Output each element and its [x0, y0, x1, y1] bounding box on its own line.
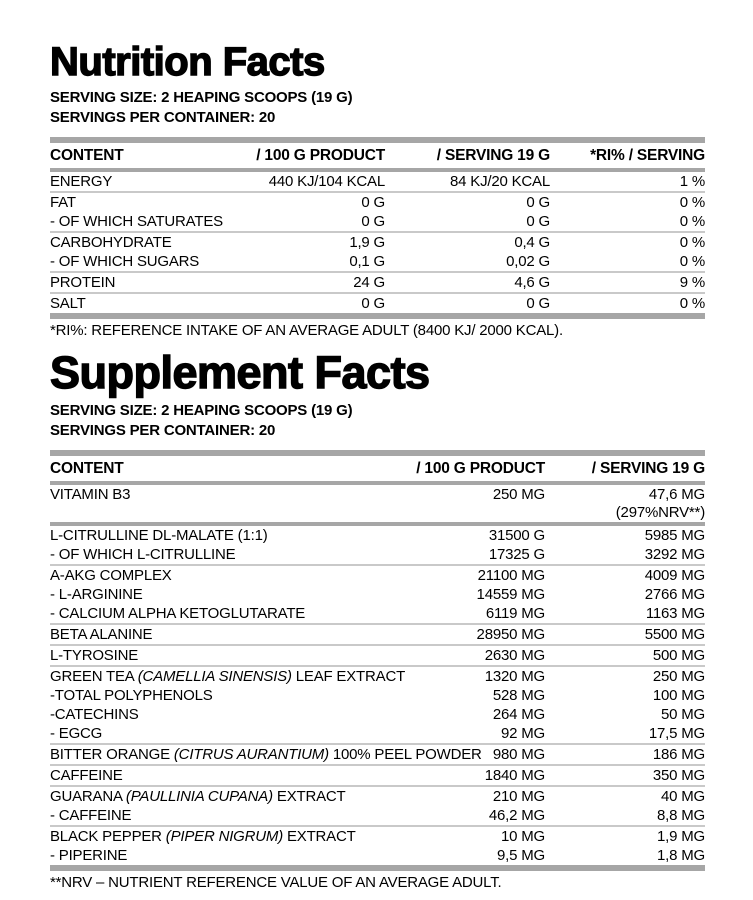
table-row — [50, 766, 705, 785]
latin-name-italic: (CITRUS AURANTIUM) — [173, 745, 329, 763]
nutrient-name: - CALCIUM ALPHA KETOGLUTARATE — [50, 604, 306, 622]
per-serving-value: 8,8 MG — [657, 806, 705, 824]
per-100g-value: 2630 MG — [484, 646, 545, 664]
per-serving-value: 250 MG — [652, 667, 705, 685]
table-row — [50, 646, 705, 665]
table-row — [50, 625, 705, 644]
nutrient-name: BLACK PEPPER (PIPER NIGRUM) EXTRACT — [50, 827, 356, 845]
nutrient-name: - L-ARGININE — [50, 585, 143, 603]
table-row — [50, 193, 705, 212]
nutrition-facts-section — [50, 42, 705, 340]
nutrient-name: VITAMIN B3 — [50, 485, 131, 503]
nutrient-name: BETA ALANINE — [50, 625, 153, 643]
per-100g-value: 21100 MG — [477, 566, 545, 584]
per-100g-value: 6119 MG — [485, 604, 545, 622]
per-serving-value: 0 G — [526, 212, 550, 230]
nutrient-name: SALT — [50, 294, 86, 312]
column-header: CONTENT — [50, 147, 124, 164]
nutrient-name: GUARANA (PAULLINIA CUPANA) EXTRACT — [50, 787, 346, 805]
table-header-row — [50, 143, 705, 168]
per-serving-value: 3292 MG — [644, 545, 705, 563]
supplement-serving-size: SERVING SIZE: 2 HEAPING SCOOPS (19 G) — [50, 402, 353, 419]
table-row — [50, 724, 705, 743]
nutrient-name: FAT — [50, 193, 76, 211]
table-row — [50, 846, 705, 865]
nutrient-name: - OF WHICH SUGARS — [50, 252, 200, 270]
nutrient-name: - CAFFEINE — [50, 806, 132, 824]
ri-percent-value: 0 % — [679, 252, 705, 270]
per-100g-value: 0 G — [361, 193, 385, 211]
ri-percent-value: 9 % — [679, 273, 705, 291]
per-serving-value: 1163 MG — [645, 604, 705, 622]
per-100g-value: 1840 MG — [484, 766, 545, 784]
per-100g-value: 440 KJ/104 KCAL — [268, 172, 385, 190]
per-serving-value: 1,8 MG — [657, 846, 705, 864]
per-serving-value: 17,5 MG — [648, 724, 705, 742]
per-serving-value: 50 MG — [660, 705, 705, 723]
ri-percent-value: 0 % — [679, 233, 705, 251]
supplement-table — [50, 456, 705, 865]
nutrient-name: - PIPERINE — [50, 846, 128, 864]
nutrient-name: L-CITRULLINE DL-MALATE (1:1) — [50, 526, 268, 544]
per-serving-value: 1,9 MG — [657, 827, 705, 845]
nutrient-name: CAFFEINE — [50, 766, 123, 784]
table-row — [50, 604, 705, 623]
per-100g-value: 9,5 MG — [497, 846, 545, 864]
supplement-facts-title: Supplement Facts — [50, 347, 430, 398]
table-row — [50, 294, 705, 313]
per-100g-value: 210 MG — [492, 787, 545, 805]
per-serving-value: 0,4 G — [514, 233, 550, 251]
nutrient-name: CARBOHYDRATE — [50, 233, 172, 251]
column-header: / 100 G PRODUCT — [416, 460, 545, 477]
table-row — [50, 827, 705, 846]
table-row — [50, 252, 705, 271]
nrv-footnote: **NRV – NUTRIENT REFERENCE VALUE OF AN AVERAGE ADULT. — [50, 874, 502, 891]
nutrient-name: -TOTAL POLYPHENOLS — [50, 686, 213, 704]
per-100g-value: 17325 G — [488, 545, 545, 563]
table-row — [50, 667, 705, 686]
column-header: / SERVING 19 G — [436, 147, 550, 164]
table-row — [50, 787, 705, 806]
column-header: CONTENT — [50, 460, 124, 477]
table-row — [50, 566, 705, 585]
nutrition-servings-per-container: SERVINGS PER CONTAINER: 20 — [50, 109, 276, 126]
per-serving-value: 100 MG — [652, 686, 705, 704]
per-100g-value: 264 MG — [492, 705, 545, 723]
nutrient-name: - OF WHICH L-CITRULLINE — [50, 545, 236, 563]
nutrient-name: L-TYROSINE — [50, 646, 139, 664]
table-row — [50, 745, 705, 764]
per-serving-value: 0,02 G — [506, 252, 550, 270]
table-row — [50, 705, 705, 724]
per-100g-value: 0 G — [361, 212, 385, 230]
per-serving-value: 350 MG — [652, 766, 705, 784]
per-serving-value: 5500 MG — [644, 625, 705, 643]
supplement-servings-per-container: SERVINGS PER CONTAINER: 20 — [50, 422, 276, 439]
column-header: / SERVING 19 G — [591, 460, 705, 477]
supplement-facts-section — [50, 347, 705, 892]
nutrient-name: - OF WHICH SATURATES — [50, 212, 223, 230]
ri-percent-value: 0 % — [679, 212, 705, 230]
ri-percent-value: 0 % — [679, 193, 705, 211]
table-row — [50, 212, 705, 231]
per-serving-value: 5985 MG — [644, 526, 705, 544]
nutrient-name: -CATECHINS — [50, 705, 139, 723]
nutrition-table — [50, 143, 705, 313]
per-serving-value: 40 MG — [660, 787, 705, 805]
table-row — [50, 686, 705, 705]
per-serving-value: 4,6 G — [514, 273, 550, 291]
latin-name-italic: (CAMELLIA SINENSIS) — [137, 667, 292, 685]
per-serving-value: 500 MG — [652, 646, 705, 664]
per-serving-value: 0 G — [526, 193, 550, 211]
nutrient-name: A-AKG COMPLEX — [50, 566, 172, 584]
nutrient-name: ENERGY — [50, 172, 113, 190]
table-row — [50, 585, 705, 604]
nutrient-name: PROTEIN — [50, 273, 116, 291]
table-row — [50, 806, 705, 825]
ri-footnote: *RI%: REFERENCE INTAKE OF AN AVERAGE ADULT (8400 KJ/ 2000 KCAL). — [50, 322, 563, 339]
table-row — [50, 526, 705, 545]
per-100g-value: 24 G — [353, 273, 385, 291]
column-header: *RI% / SERVING — [590, 147, 705, 164]
per-100g-value: 1,9 G — [349, 233, 385, 251]
latin-name-italic: (PAULLINIA CUPANA) — [125, 787, 273, 805]
table-header-row — [50, 456, 705, 481]
nutrient-name: - EGCG — [50, 724, 103, 742]
nutrition-facts-title: Nutrition Facts — [50, 40, 325, 84]
nrv-percent-note: (297%NRV**) — [615, 503, 705, 521]
latin-name-italic: (PIPER NIGRUM) — [165, 827, 283, 845]
per-100g-value: 528 MG — [492, 686, 545, 704]
table-row — [50, 545, 705, 564]
per-100g-value: 1320 MG — [484, 667, 545, 685]
per-100g-value: 0,1 G — [349, 252, 385, 270]
per-100g-value: 31500 G — [488, 526, 545, 544]
per-100g-value: 28950 MG — [476, 625, 545, 643]
nutrient-name: BITTER ORANGE (CITRUS AURANTIUM) 100% PEEL POWDER — [50, 745, 482, 763]
per-100g-value: 250 MG — [492, 485, 545, 503]
table-row — [50, 233, 705, 252]
per-100g-value: 10 MG — [500, 827, 545, 845]
per-serving-value: 0 G — [526, 294, 550, 312]
table-row — [50, 485, 705, 522]
per-serving-value: 186 MG — [652, 745, 705, 763]
per-100g-value: 14559 MG — [476, 585, 545, 603]
per-100g-value: 0 G — [361, 294, 385, 312]
table-row — [50, 172, 705, 191]
nutrition-serving-size: SERVING SIZE: 2 HEAPING SCOOPS (19 G) — [50, 89, 353, 106]
per-serving-value: 47,6 MG (297%NRV**) — [545, 486, 705, 522]
table-row — [50, 273, 705, 292]
ri-percent-value: 1 % — [679, 172, 705, 190]
per-serving-value: 84 KJ/20 KCAL — [450, 172, 550, 190]
ri-percent-value: 0 % — [679, 294, 705, 312]
per-100g-value: 46,2 MG — [488, 806, 545, 824]
per-serving-value: 2766 MG — [644, 585, 705, 603]
column-header: / 100 G PRODUCT — [256, 147, 385, 164]
nutrient-name: GREEN TEA (CAMELLIA SINENSIS) LEAF EXTRACT — [50, 667, 406, 685]
per-100g-value: 92 MG — [500, 724, 545, 742]
per-serving-value: 4009 MG — [644, 566, 705, 584]
per-100g-value: 980 MG — [492, 745, 545, 763]
